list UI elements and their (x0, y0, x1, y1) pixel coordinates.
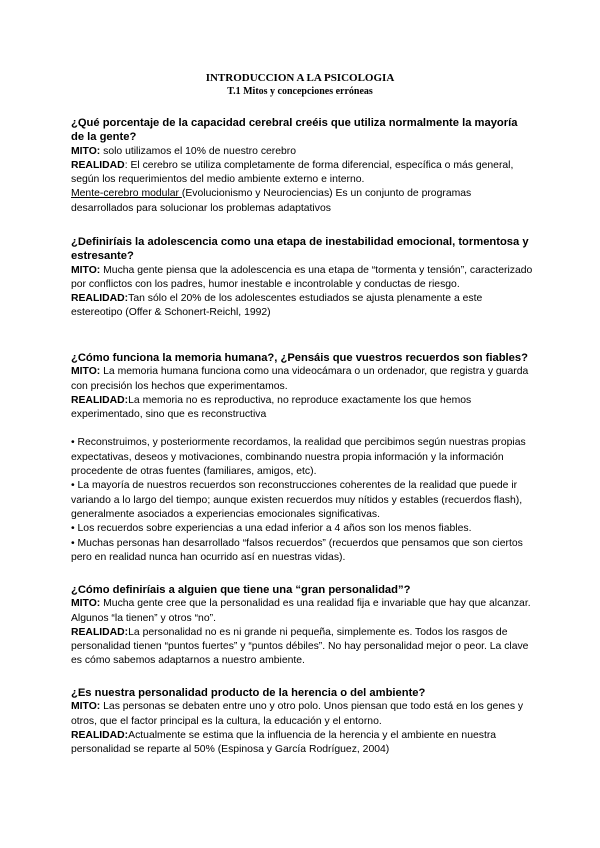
modular-paragraph (71, 187, 533, 216)
question-heading: ¿Qué porcentaje de la capacidad cerebral creéis que utiliza normalmente la mayoría de la gente? (71, 117, 518, 144)
modular-term: Mente-cerebro modular (71, 188, 182, 200)
myth-label: MITO: (71, 701, 101, 713)
reality-text: La personalidad no es ni grande ni pequeña, simplemente es. Todos los rasgos de personalidad tienen “puntos fuertes” y “puntos débiles”. No hay personalidad mejor o peor. La clave es cómo sabemos adaptarnos a nuestro ambiente. (71, 626, 529, 667)
reality-label: REALIDAD: (71, 394, 129, 406)
question-heading: ¿Definiríais la adolescencia como una etapa de inestabilidad emocional, tormentosa y estresante? (71, 236, 529, 263)
section-personality (71, 583, 533, 669)
reality-text: El cerebro se utiliza completamente de forma diferencial, específica o más general, según los requerimientos del medio ambiente externo e interno. (71, 159, 514, 186)
bullet-item: • La mayoría de nuestros recuerdos son reconstrucciones coherentes de la realidad que puede ir variando a lo largo del tiempo; aunque existen recuerdos muy nítidos y estables (recuerdos flash), generalmente asociados a experiencias emocionales significativas. (71, 480, 523, 520)
bullet-item: • Muchas personas han desarrollado “falsos recuerdos” (recuerdos que pensamos que son ciertos pero en realidad nunca han ocurrido así en nuestras vidas). (71, 537, 523, 563)
myth-paragraph (71, 700, 533, 729)
myth-label: MITO: (71, 145, 101, 157)
modular-text: (Evolucionismo y Neurociencias) Es un conjunto de programas desarrollados para solucionar los problemas adaptativos (71, 188, 472, 214)
reality-paragraph (71, 394, 533, 423)
reality-separator: : (124, 159, 131, 171)
myth-text: Mucha gente piensa que la adolescencia es una etapa de “tormenta y tensión”, caracterizado por conflictos con los padres, humor inestable e incontrolable y conductas de riesgo. (71, 264, 533, 290)
question-heading: ¿Cómo definiríais a alguien que tiene una “gran personalidad”? (71, 584, 411, 596)
myth-paragraph (71, 597, 533, 626)
section-brain-capacity (71, 116, 533, 216)
document-subtitle: T.1 Mitos y concepciones erróneas (227, 86, 373, 97)
myth-label: MITO: (71, 264, 101, 276)
reality-paragraph (71, 729, 533, 758)
myth-text: La memoria humana funciona como una videocámara o un ordenador, que registra y guarda con precisión los hechos que experimentamos. (71, 366, 529, 392)
myth-label: MITO: (71, 598, 101, 610)
myth-text: solo utilizamos el 10% de nuestro cerebro (100, 145, 297, 157)
reality-label: REALIDAD: (71, 293, 129, 305)
reality-label: REALIDAD: (71, 729, 129, 741)
myth-paragraph (71, 365, 533, 394)
myth-paragraph (71, 145, 533, 159)
reality-paragraph (71, 626, 533, 669)
reality-text: La memoria no es reproductiva, no reproduce exactamente los que hemos experimentado, sino que es reconstructiva (71, 394, 472, 421)
reality-label: REALIDAD: (71, 626, 129, 638)
reality-label: REALIDAD (71, 159, 125, 171)
myth-paragraph (71, 264, 533, 293)
section-adolescence (71, 235, 533, 321)
bullet-item: • Los recuerdos sobre experiencias a una edad inferior a 4 años son los menos fiables. (71, 523, 472, 535)
question-heading: ¿Cómo funciona la memoria humana?, ¿Pensáis que vuestros recuerdos son fiables? (71, 352, 528, 364)
reality-paragraph (71, 159, 533, 188)
document-title: INTRODUCCION A LA PSICOLOGIA (205, 72, 395, 84)
section-heredity (71, 686, 533, 757)
reality-text: Tan sólo el 20% de los adolescentes estudiados se ajusta plenamente a este estereotipo (Offer & Schonert-Reichl, 1992) (71, 293, 483, 319)
question-heading: ¿Es nuestra personalidad producto de la herencia o del ambiente? (71, 687, 426, 699)
myth-text: Mucha gente cree que la personalidad es una realidad fija e invariable que hay que alcanzar. Algunos “la tienen” y otros “no”. (71, 598, 531, 624)
section-memory (71, 351, 533, 565)
myth-text: Las personas se debaten entre uno y otro polo. Unos piensan que todo está en los genes y otros, que el factor principal es la cultura, la educación y el entorno. (71, 701, 524, 727)
myth-label: MITO: (71, 366, 101, 378)
reality-paragraph (71, 292, 533, 321)
bullet-item: • Reconstruimos, y posteriormente recordamos, la realidad que percibimos según nuestras propias expectativas, deseos y motivaciones, combinando nuestra propia información y la información procedente de otras fuentes (familiares, amigos, etc). (71, 437, 526, 478)
reality-text: Actualmente se estima que la influencia de la herencia y el ambiente en nuestra personalidad se reparte al 50% (Espinosa y García Rodríguez, 2004) (71, 729, 497, 756)
